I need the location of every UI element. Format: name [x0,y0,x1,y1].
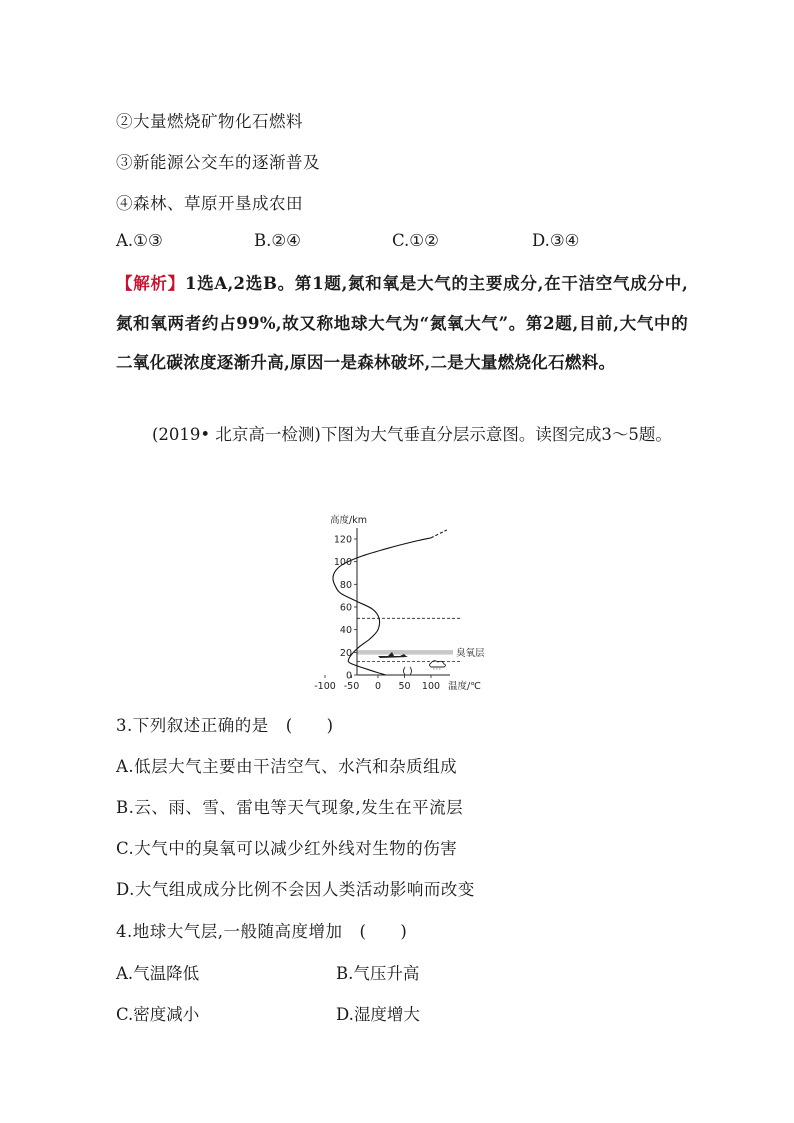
q4-option-d: D.湿度增大 [336,1005,420,1024]
chart-intro: (2019• 北京高一检测)下图为大气垂直分层示意图。读图完成3～5题。 [152,425,672,444]
y-axis-label: 高度/km [330,515,367,526]
q3-option-a: A.低层大气主要由干洁空气、水汽和杂质组成 [116,757,458,776]
y-tick-label: 120 [333,534,352,546]
analysis-tag: 【解析】 [116,274,185,293]
q2-option-c: C.①② [392,231,439,250]
q3-option-b: B.云、雨、雪、雷电等天气现象,发生在平流层 [116,798,464,817]
x-tick-label: -100 [314,681,336,692]
q3-option-d: D.大气组成成分比例不会因人类活动影响而改变 [116,880,475,899]
x-axis-label: 温度/℃ [448,681,481,692]
q4-option-b: B.气压升高 [336,964,420,983]
atmosphere-layer-chart [300,508,500,694]
x-tick-label: -50 [343,681,360,692]
q2-item-2: ②大量燃烧矿物化石燃料 [116,112,303,131]
ozone-layer-label: 臭氧层 [456,647,485,659]
x-tick-label: 50 [398,681,411,692]
q4-option-c: C.密度减小 [116,1005,200,1024]
cloud-icon [430,661,446,669]
rain-cloud-icon [404,667,412,675]
q4-stem: 4.地球大气层,一般随高度增加 ( ) [116,922,408,941]
ozone-band [357,650,453,655]
q2-option-b: B.②④ [254,231,301,250]
y-tick-label: 40 [339,625,352,637]
y-tick-label: 100 [333,557,352,569]
q3-option-c: C.大气中的臭氧可以减少红外线对生物的伤害 [116,839,458,858]
y-tick-label: 60 [339,602,352,614]
x-tick-label: 0 [374,681,382,692]
q2-option-d: D.③④ [532,231,580,250]
q3-stem: 3.下列叙述正确的是 ( ) [116,716,334,735]
analysis-text: 1选A,2选B。第1题,氮和氧是大气的主要成分,在干洁空气成分中,氮和氧两者约占99%,故又称地球大气为“氮氧大气”。第2题,目前,大气中的二氧化碳浓度逐渐升高,原因一是森林破坏,二是大量燃烧化石燃料。 [116,274,688,372]
y-tick-label: 20 [339,647,352,659]
boundary-lines [357,618,460,661]
q2-item-3: ③新能源公交车的逐渐普及 [116,153,320,172]
q4-option-a: A.气温降低 [116,964,200,983]
x-tick-label: 100 [421,681,441,692]
y-tick-label: 0 [345,670,352,682]
q2-item-4: ④森林、草原开垦成农田 [116,194,303,213]
y-tick-label: 80 [339,579,352,591]
temperature-curve-extrapolated [431,530,447,538]
q2-option-a: A.①③ [116,231,163,250]
analysis-paragraph [116,264,688,383]
